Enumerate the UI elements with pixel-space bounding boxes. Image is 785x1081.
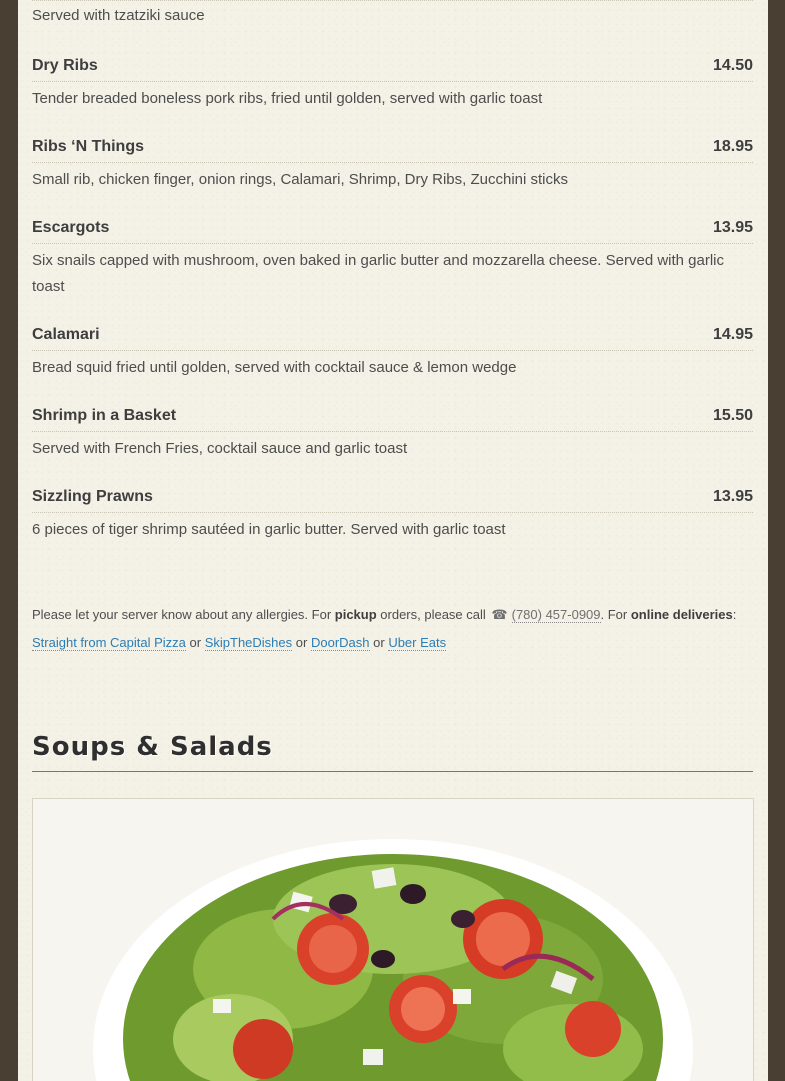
notice-text: orders, please call (376, 607, 490, 622)
phone-icon: ☎ (491, 607, 508, 622)
pickup-label: pickup (334, 607, 377, 622)
menu-item (32, 481, 753, 543)
menu-item (32, 400, 753, 462)
salad-photo (32, 798, 754, 1081)
menu-page (18, 0, 768, 1081)
menu-item-description: 6 pieces of tiger shrimp sautéed in garlic butter. Served with garlic toast (32, 521, 506, 538)
menu-item-name: Ribs ‘N Things (32, 138, 144, 155)
doordash-link[interactable]: DoorDash (310, 635, 370, 650)
menu-item-name: Dry Ribs (32, 57, 98, 74)
menu-item-header (32, 319, 753, 351)
menu-item-price: 18.95 (712, 138, 753, 155)
menu-item-description: Served with French Fries, cocktail sauce and garlic toast (32, 440, 408, 457)
menu-item-header (32, 481, 753, 513)
divider (32, 0, 753, 1)
online-deliveries-label: online deliveries (630, 607, 733, 622)
phone-number-link[interactable]: (780) 457-0909 (511, 607, 601, 622)
menu-item (32, 50, 753, 112)
skipthedishes-link[interactable]: SkipTheDishes (204, 635, 293, 650)
menu-item-name: Escargots (32, 219, 110, 236)
salad-image (33, 799, 753, 1081)
notice-colon: : (732, 607, 737, 622)
section-title: Soups & Salads (32, 728, 753, 772)
menu-item-header (32, 50, 753, 82)
ordering-notice (32, 601, 753, 657)
notice-text: . For (600, 607, 631, 622)
menu-item-list (32, 50, 753, 562)
menu-item (32, 212, 753, 300)
menu-item-description: Tender breaded boneless pork ribs, fried until golden, served with garlic toast (32, 90, 543, 107)
or-text: or (295, 635, 308, 650)
or-text: or (373, 635, 385, 650)
uber-eats-link[interactable]: Uber Eats (388, 635, 447, 650)
notice-text: Please let your server know about any allergies. For (32, 607, 335, 622)
menu-item-price: 15.50 (712, 407, 753, 424)
menu-item-price: 13.95 (712, 219, 753, 236)
menu-item-name: Calamari (32, 326, 100, 343)
menu-item-description: Small rib, chicken finger, onion rings, Calamari, Shrimp, Dry Ribs, Zucchini sticks (32, 171, 569, 188)
previous-item-description: Served with tzatziki sauce (32, 7, 205, 24)
menu-item-price: 13.95 (712, 488, 753, 505)
menu-item-description: Bread squid fried until golden, served with cocktail sauce & lemon wedge (32, 359, 517, 376)
or-text: or (189, 635, 202, 650)
menu-item-header (32, 131, 753, 163)
menu-item-header (32, 400, 753, 432)
menu-item-name: Sizzling Prawns (32, 488, 153, 505)
menu-item-name: Shrimp in a Basket (32, 407, 177, 424)
menu-item-price: 14.95 (712, 326, 753, 343)
capital-pizza-link[interactable]: Straight from Capital Pizza (32, 635, 186, 650)
menu-item-price: 14.50 (712, 57, 753, 74)
menu-item (32, 319, 753, 381)
menu-item-description: Six snails capped with mushroom, oven baked in garlic butter and mozzarella cheese. Served with garlic toast (32, 252, 725, 295)
menu-item-header (32, 212, 753, 244)
menu-item (32, 131, 753, 193)
